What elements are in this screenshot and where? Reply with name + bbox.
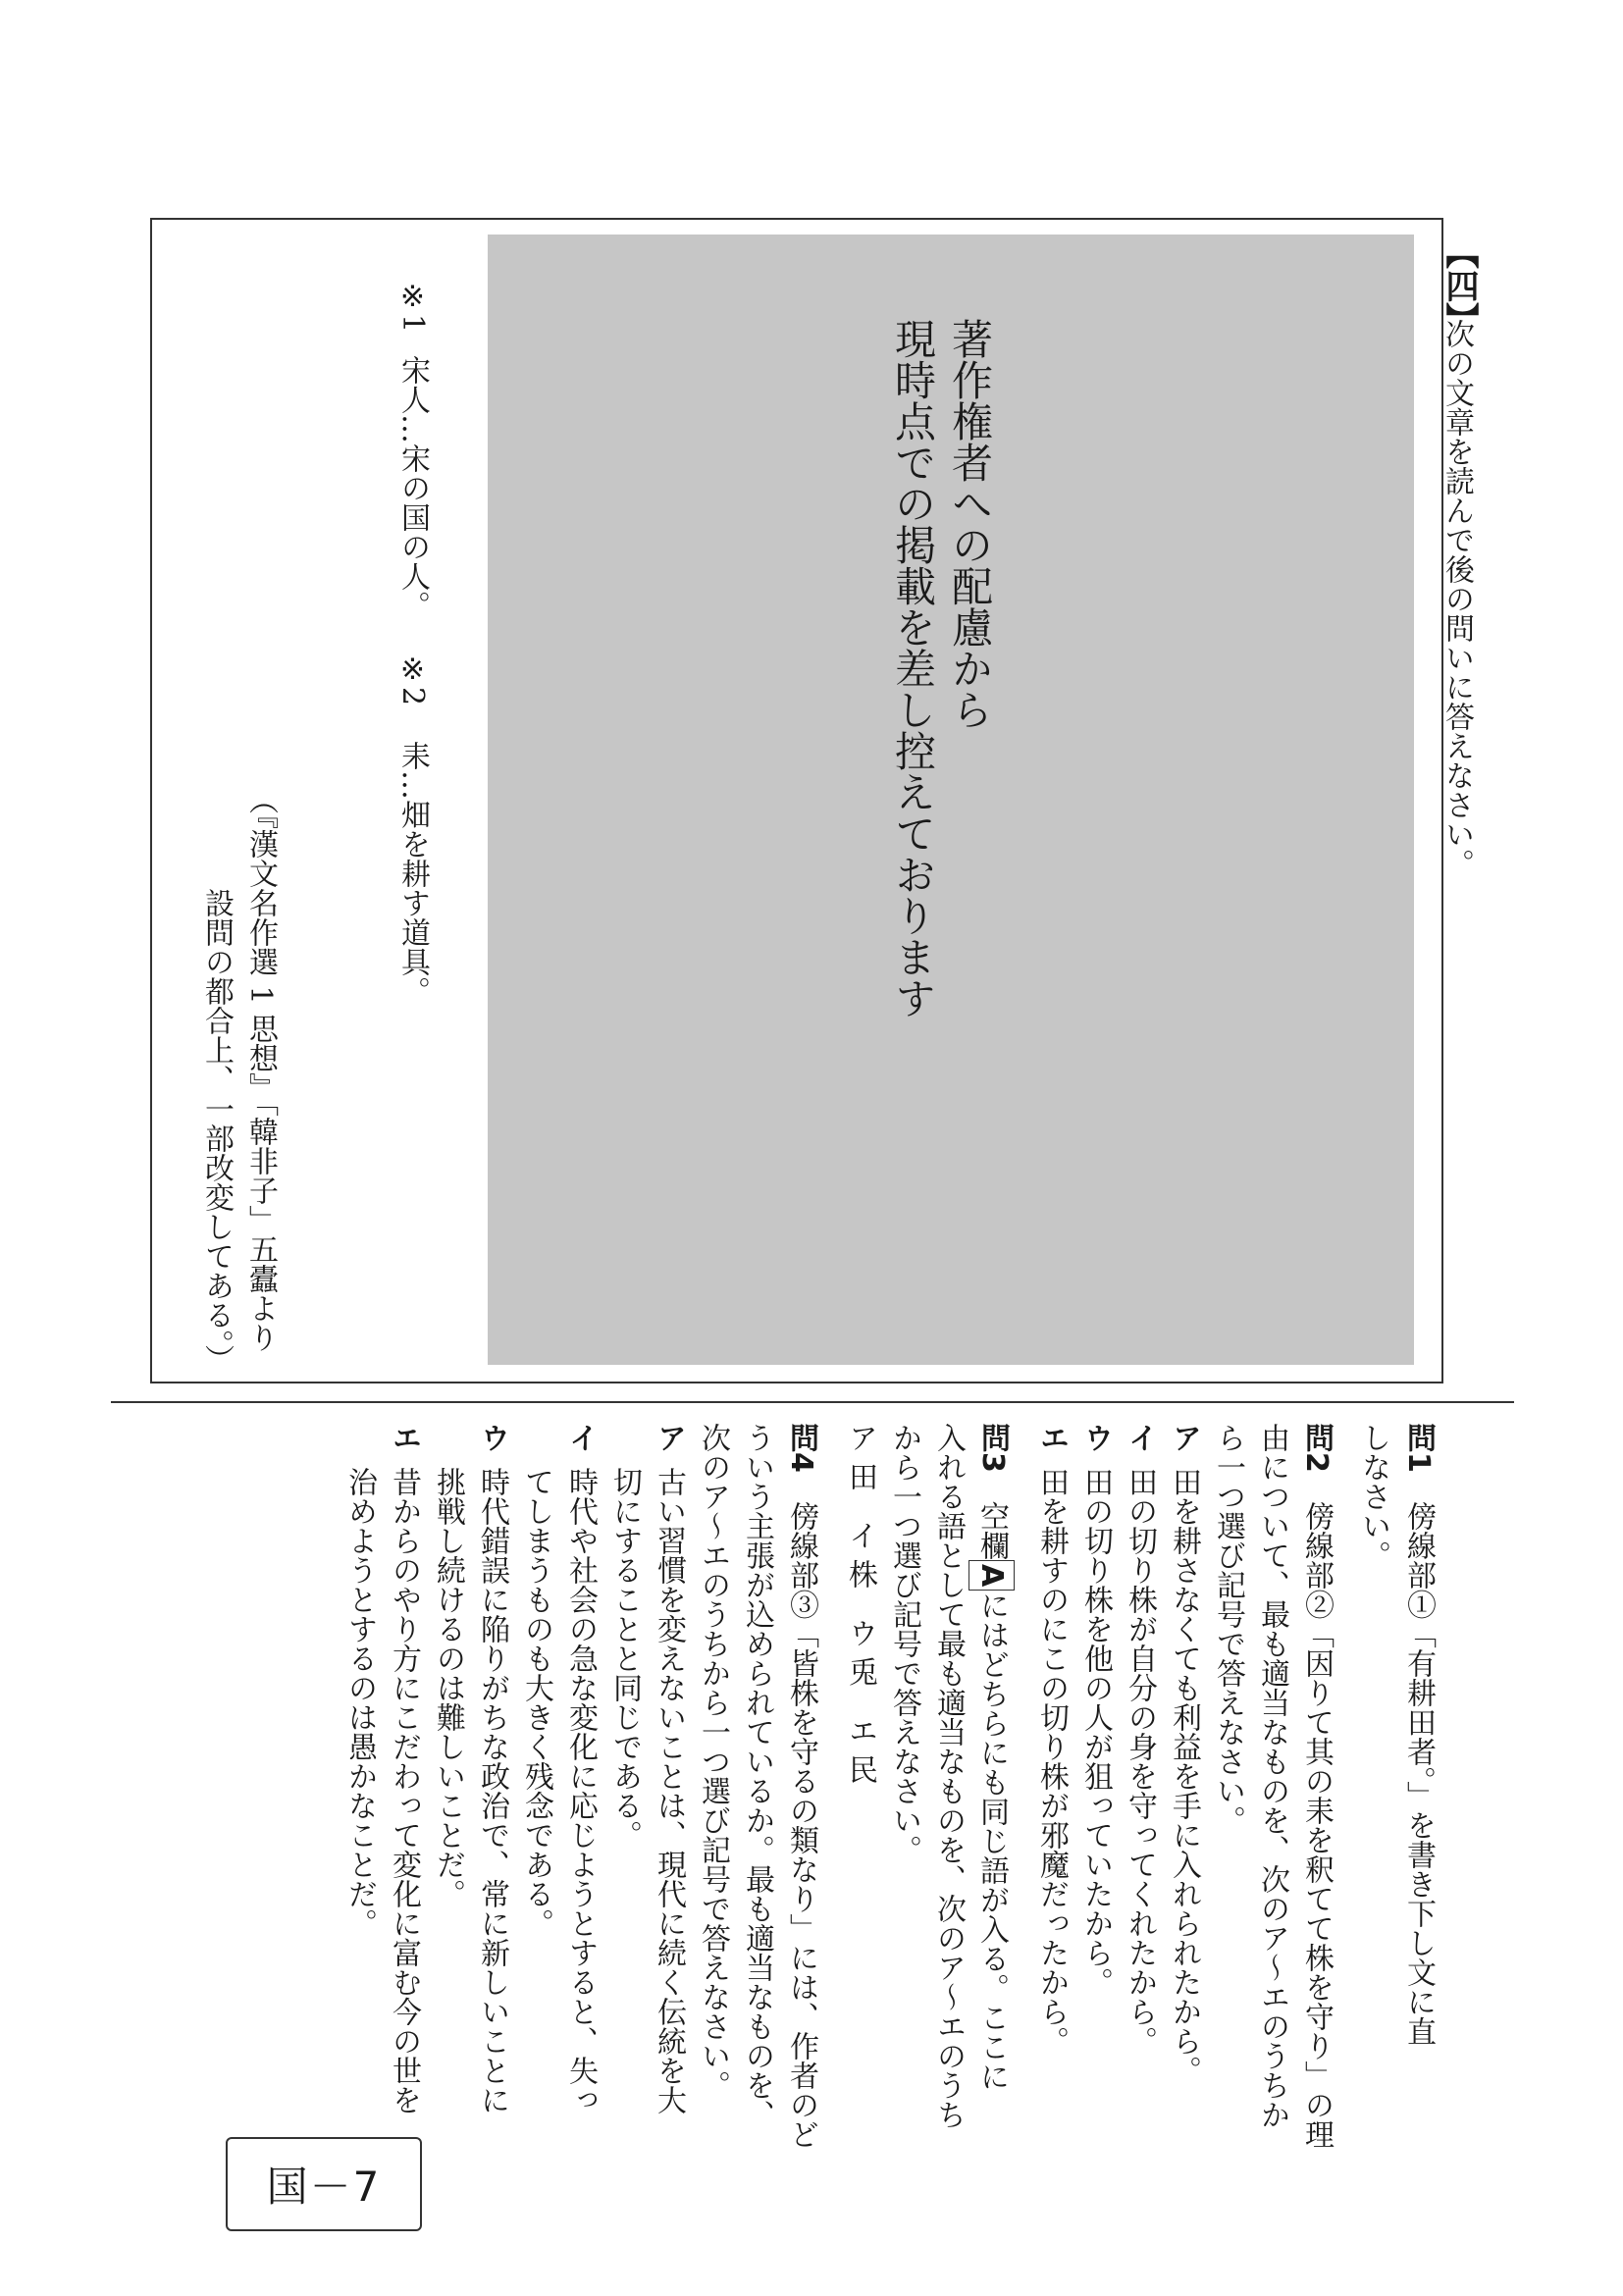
- q2-line-2: 由について、最も適当なものを、次のア～エのうちか: [1255, 1423, 1289, 2129]
- q2-option-a-label: ア: [1167, 1423, 1201, 1452]
- q2-number: 問2: [1299, 1423, 1334, 1473]
- q2-line-3: ら一つ選び記号で答えなさい。: [1211, 1423, 1245, 1835]
- q2-option-i-label: イ: [1123, 1423, 1157, 1452]
- q4-line-1: 傍線部③「皆株を守るの類なり」には、作者のど: [784, 1501, 818, 2149]
- q3-line-1: [969, 1501, 1015, 2091]
- q2-line-1: 傍線部②「因りて其の耒を釈てて株を守り」の理: [1299, 1501, 1334, 2149]
- source-line-1: （『漢文名作選 1 思想』「韓非子」五蠹より: [243, 785, 278, 1353]
- q4-option-i-line-2: てしまうものも大きく残念である。: [519, 1467, 553, 1938]
- q4-option-a-line-2: 切にすることと同じである。: [607, 1467, 642, 1850]
- q3-line-2: 入れる語として最も適当なものを、次のア～エのうち: [931, 1423, 966, 2129]
- page-number: 国－7: [226, 2137, 422, 2231]
- placeholder-line-1: 著作権者への配慮から: [946, 318, 994, 730]
- q4-option-u-line-2: 挑戦し続けるのは難しいことだ。: [431, 1467, 465, 1908]
- q2-option-e-text: 田を耕すのにこの切り株が邪魔だったから。: [1034, 1467, 1069, 2056]
- q4-option-i-line-1: 時代や社会の急な変化に応じようとすると、失っ: [563, 1467, 598, 2114]
- q2-option-u-text: 田の切り株を他の人が狙っていたから。: [1078, 1467, 1113, 1997]
- q4-option-u-line-1: 時代錯誤に陥りがちな政治で、常に新しいことに: [475, 1467, 509, 2114]
- q3-line-1-b: にはどちらにも同じ語が入る。ここに: [974, 1591, 1009, 2092]
- q4-option-a-line-1: 古い習慣を変えないことは、現代に続く伝統を大: [652, 1467, 686, 2114]
- q1-line-2: しなさい。: [1356, 1423, 1390, 1570]
- q4-option-e-line-2: 治めようとするのは愚かなことだ。: [342, 1467, 377, 1938]
- section-divider: [111, 1401, 1514, 1403]
- q2-option-a-text: 田を耕さなくても利益を手に入れられたから。: [1167, 1467, 1201, 2085]
- q3-line-3: から一つ選び記号で答えなさい。: [887, 1423, 921, 1864]
- q3-choices: ア 田 イ 株 ウ 兎 エ 民: [843, 1423, 877, 1785]
- q4-option-e-line-1: 昔からのやり方にこだわって変化に富む今の世を: [387, 1467, 421, 2114]
- q3-blank-a: A: [969, 1560, 1015, 1591]
- note-1-text: 宋人…宋の国の人。: [395, 355, 430, 620]
- q3-number: 問3: [975, 1423, 1010, 1473]
- section-label: 【四】: [1440, 235, 1479, 336]
- note-1-mark: ※1: [395, 280, 430, 334]
- copyright-placeholder: [488, 235, 1414, 1365]
- q4-option-a-label: ア: [652, 1423, 686, 1452]
- q4-option-e-label: エ: [387, 1423, 421, 1452]
- q4-line-2: ういう主張が込められているか。最も適当なものを、: [740, 1423, 774, 2129]
- section-instruction: 次の文章を読んで後の問いに答えなさい。: [1440, 319, 1474, 878]
- q3-line-1-a: 空欄: [974, 1501, 1009, 1560]
- q1-line-1: 傍線部①「有耕田者。」を書き下し文に直: [1401, 1501, 1436, 2046]
- q2-option-u-label: ウ: [1078, 1423, 1113, 1452]
- q1-number: 問1: [1401, 1423, 1436, 1473]
- q2-option-i-text: 田の切り株が自分の身を守ってくれたから。: [1123, 1467, 1157, 2056]
- placeholder-line-2: 現時点での掲載を差し控えております: [889, 318, 937, 1018]
- q4-number: 問4: [784, 1423, 818, 1473]
- q4-option-i-label: イ: [563, 1423, 598, 1452]
- q2-option-e-label: エ: [1034, 1423, 1069, 1452]
- source-line-2: 設問の都合上、一部改変してある。）: [199, 888, 234, 1374]
- note-2-text: 耒…畑を耕す道具。: [395, 741, 430, 1006]
- note-2-mark: ※2: [395, 652, 430, 706]
- q4-line-3: 次のア～エのうちから一つ選び記号で答えなさい。: [696, 1423, 730, 2100]
- q4-option-u-label: ウ: [475, 1423, 509, 1452]
